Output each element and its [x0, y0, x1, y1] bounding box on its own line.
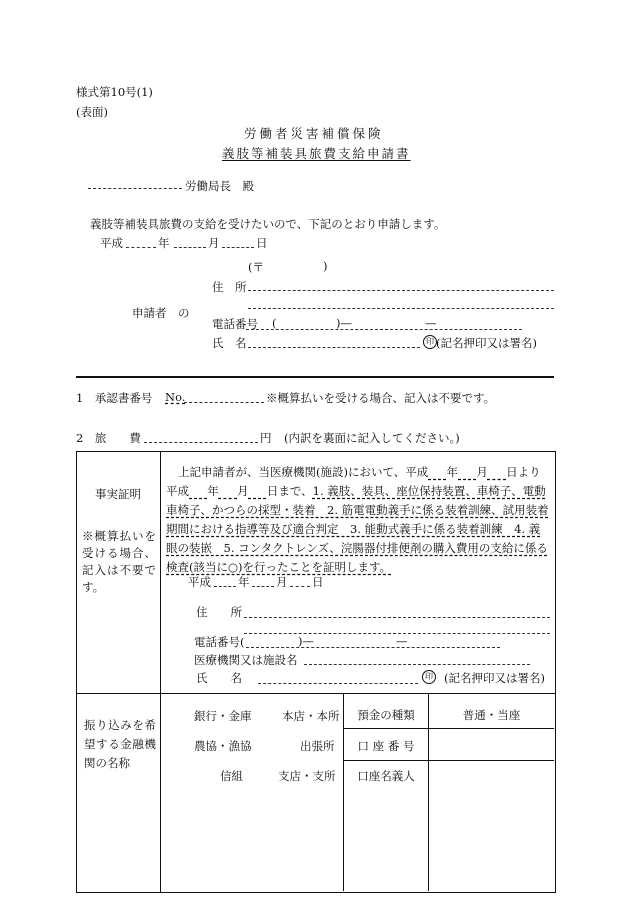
- bank-grid-row-1: [343, 728, 554, 729]
- cert-day-label: 日: [312, 575, 324, 589]
- date-day-field[interactable]: [222, 247, 254, 248]
- date-year-label: 年: [158, 236, 170, 250]
- applicant-label: 申請者 の: [132, 306, 190, 320]
- cert-phone-dash: —: [396, 634, 408, 648]
- bank-branch-3[interactable]: 支店・支所: [278, 769, 336, 783]
- item2-unit: 円: [260, 431, 272, 445]
- date-month-label: 月: [208, 236, 220, 250]
- cert-text: 上記申請者が、当医療機関(施設)において、平成 年 月 日より平成 年 月 日まで、1. 義肢、装具、座位保持装置、車椅子、電動車椅子、かつらの採型・装着 2. 筋電電動義手に係る装着訓練、試用装着期間における指導等及び適合判定 3. 能動式義手に係る装着訓練 4. 義眼の装嵌 5. コンタクトレンズ、浣腸器付排便剤の購入費用の支給に係る検査(該当に○)を行ったことを証明します。: [166, 465, 549, 574]
- applicant-address-label: 住 所: [212, 280, 247, 294]
- applicant-phone-open: (: [272, 316, 277, 330]
- bank-type-2[interactable]: 農協・漁協: [194, 739, 252, 753]
- bank-grid-row-2: [343, 760, 554, 761]
- applicant-seal-note: (記名押印又は署名): [436, 336, 537, 350]
- cert-phone-field[interactable]: [246, 647, 500, 648]
- addressee-suffix: 労働局長 殿: [185, 179, 254, 193]
- cert-date-era: 平成: [188, 575, 211, 589]
- account-number-field[interactable]: [429, 738, 554, 758]
- cert-seal: [422, 669, 436, 684]
- date-era: 平成: [100, 236, 123, 250]
- title-line1: 労働者災害補償保険: [244, 126, 384, 141]
- deposit-type-value[interactable]: 普通・当座: [462, 708, 521, 722]
- bank-type-1[interactable]: 銀行・金庫: [194, 709, 252, 723]
- date-month-field[interactable]: [174, 247, 206, 248]
- approval-number-field[interactable]: [184, 402, 264, 403]
- cert-seal-note: (記名押印又は署名): [444, 671, 545, 685]
- account-number-label: 口 座 番 号: [357, 739, 415, 753]
- applicant-phone-dash: —: [425, 316, 437, 330]
- postal-close: ): [323, 259, 328, 273]
- cert-day-field[interactable]: [290, 586, 310, 587]
- cert-label-title: 事実証明: [95, 487, 141, 501]
- cert-month-label: 月: [276, 575, 288, 589]
- bureau-name-field[interactable]: [88, 188, 182, 189]
- applicant-phone-label: 電話番号: [212, 317, 258, 331]
- applicant-name-field[interactable]: [248, 347, 420, 348]
- cert-year-field[interactable]: [214, 586, 236, 587]
- travel-amount-field[interactable]: [144, 442, 258, 443]
- cert-year-label: 年: [238, 575, 250, 589]
- cert-facility-label: 医療機関又は施設名: [194, 653, 298, 667]
- item1-no-label: No.: [165, 390, 186, 404]
- bank-grid-line-2: [428, 694, 429, 891]
- bank-branch-1[interactable]: 本店・本所: [282, 709, 340, 723]
- cert-label-note: ※概算払いを受ける場合、記入は不要です。: [82, 529, 156, 594]
- account-holder-label: 口座名義人: [357, 769, 415, 783]
- cert-address-label: 住 所: [196, 605, 242, 619]
- item1-label: 1 承認書番号: [76, 391, 153, 405]
- account-holder-field[interactable]: [429, 766, 554, 788]
- seal-icon: 印: [422, 670, 436, 684]
- bank-section-top: [77, 693, 555, 694]
- intro-text: 義肢等補装具旅費の支給を受けたいので、下記のとおり申請します。: [90, 217, 446, 231]
- cert-facility-field[interactable]: [304, 664, 530, 665]
- applicant-address-field[interactable]: [248, 290, 554, 291]
- certification-box-divider: [160, 452, 161, 892]
- seal-icon: 印: [423, 335, 437, 349]
- deposit-type-label: 預金の種類: [357, 708, 415, 722]
- cert-name-label: 氏 名: [196, 671, 242, 685]
- postal-open: (〒: [248, 260, 264, 274]
- item1-note: ※概算払いを受ける場合、記入は不要です。: [266, 391, 496, 405]
- applicant-phone-close: )—: [336, 316, 352, 330]
- cert-name-field[interactable]: [258, 683, 418, 684]
- cert-phone-label: 電話番号(: [194, 635, 245, 649]
- applicant-address-field-2[interactable]: [248, 308, 554, 309]
- form-side: (表面): [76, 105, 108, 119]
- applicant-phone-field[interactable]: [246, 329, 522, 330]
- cert-month-field[interactable]: [252, 586, 274, 587]
- title-line2: 義肢等補装具旅費支給申請書: [222, 146, 411, 161]
- section-divider: [76, 376, 554, 378]
- bank-label: 振り込みを希望する金融機関の名称: [84, 718, 156, 770]
- item2-label: 2 旅 費: [76, 431, 141, 445]
- applicant-seal: [423, 334, 437, 349]
- cert-address-field[interactable]: [244, 617, 550, 618]
- date-day-label: 日: [256, 236, 268, 250]
- bank-type-3[interactable]: 信組: [220, 769, 243, 783]
- item2-note: (内訳を裏面に記入してください。): [284, 431, 460, 445]
- bank-grid-line-1: [343, 694, 344, 891]
- form-number: 様式第10号(1): [76, 85, 153, 99]
- cert-phone-mid: )—: [298, 634, 314, 648]
- applicant-name-label: 氏 名: [212, 336, 247, 350]
- bank-branch-2[interactable]: 出張所: [300, 739, 335, 753]
- date-year-field[interactable]: [126, 247, 156, 248]
